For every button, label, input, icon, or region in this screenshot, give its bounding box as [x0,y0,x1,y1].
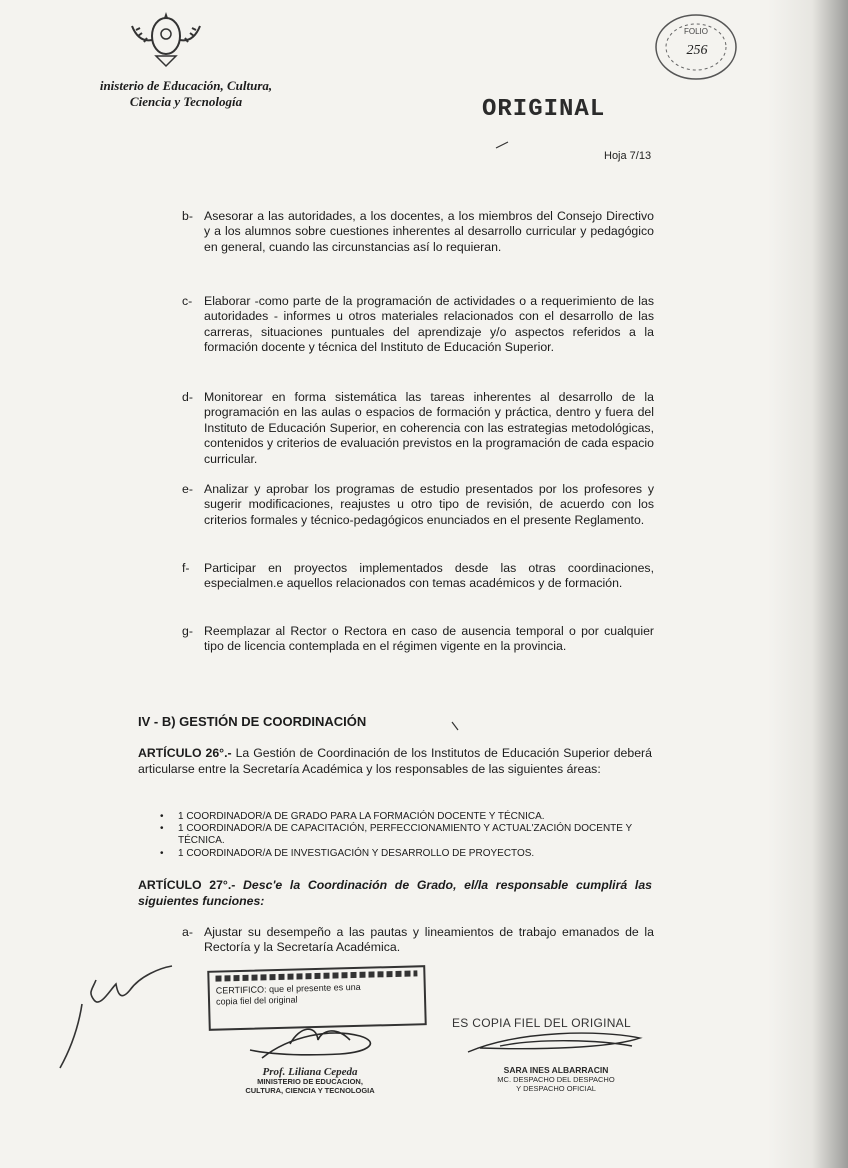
item-text: Analizar y aprobar los programas de estudio presentados por los profesores y sugerir modificaciones, reajustes u otro tipo de revisión, de acuerdo con los criterios formales y técnico-pedagógicos enunciados en el presente Reglamento. [204,482,654,527]
list-item: • 1 COORDINADOR/A DE CAPACITACIÓN, PERFECCIONAMIENTO Y ACTUAL'ZACIÓN DOCENTE Y TÉCNICA. [160,823,656,847]
item-text: Asesorar a las autoridades, a los docentes, a los miembros del Consejo Directivo y a los alumnos sobre cuestiones inherentes al desarrollo curricular y pedagógico en general, cuando las circunstancias así lo requieran. [204,209,654,254]
list-item: • 1 COORDINADOR/A DE INVESTIGACIÓN Y DESARROLLO DE PROYECTOS. [160,848,656,860]
item-letter: d- [182,390,193,404]
cert-line-2: copia fiel del original [215,994,298,1007]
left-signer-name: Prof. Liliana Cepeda [262,1066,358,1078]
ministry-line-1: inisterio de Educación, Cultura, [99,78,273,93]
left-signer-line-3: CULTURA, CIENCIA Y TECNOLOGIA [245,1086,375,1095]
page-number: Hoja 7/13 [604,150,652,162]
item-text: Participar en proyectos implementados desde las otras coordinaciones, especialmen.e aquellos relacionados con temas académicos y de formación. [204,561,654,591]
ministry-line-2: Ciencia y Tecnología [129,94,243,109]
item-text: Reemplazar al Rector o Rectora en caso de ausencia temporal o por cualquier tipo de licencia contemplada en el régimen vigente en la provincia. [204,624,654,654]
article-26-heading: ARTÍCULO 26°.- [138,746,232,760]
stroke-mark [452,142,508,730]
item-letter: b- [182,209,193,223]
item-letter: e- [182,482,193,496]
left-signer-line-2: MINISTERIO DE EDUCACION, [257,1077,363,1086]
list-item: • 1 COORDINADOR/A DE GRADO PARA LA FORMACIÓN DOCENTE Y TÉCNICA. [160,811,656,823]
item-text: Ajustar su desempeño a las pautas y lineamientos de trabajo emanados de la Rectoría y la Secretaría Académica. [204,925,654,955]
right-signer-name: SARA INES ALBARRACIN [503,1065,609,1075]
cert-line-1: CERTIFICO: que el presente es una [215,981,361,996]
section-title: IV - B) GESTIÓN DE COORDINACIÓN [138,714,367,729]
article-27-heading: ARTÍCULO 27°.- [138,878,236,892]
item-letter: g- [182,624,193,638]
article-26-text: La Gestión de Coordinación de los Institutos de Educación Superior deberá articularse entre la Secretaría Académica y los responsables de las siguientes áreas: [138,746,652,776]
article-27-text: Desc'e la Coordinación de Grado, el/la responsable cumplirá las siguientes funciones: [138,878,652,908]
center-signature [250,1029,370,1058]
folio-label: FOLIO [683,27,709,36]
right-signer-line-3: Y DESPACHO OFICIAL [516,1084,596,1093]
item-letter: a- [182,925,193,939]
item-letter: c- [182,294,193,308]
item-text: Elaborar -como parte de la programación de actividades o a requerimiento de las autoridades - informes u otros materiales relacionados con el desarrollo de las carreras, situaciones puntuales del aprendizaje y/o aspectos referidos a la formación docente y técnica del Instituto de Educación Superior. [204,294,654,355]
right-signature [468,1033,640,1052]
copia-fiel-stamp: ES COPIA FIEL DEL ORIGINAL [452,1016,631,1030]
item-letter: f- [182,561,190,575]
folio-number: 256 [686,43,708,58]
left-margin-signature [60,966,172,1068]
original-stamp: ORIGINAL [482,96,606,123]
right-signer-line-2: MC. DESPACHO DEL DESPACHO [497,1075,615,1084]
item-text: Monitorear en forma sistemática las tareas inherentes al desarrollo de la programación en las aulas o espacios de formación y práctica, dentro y fuera del Instituto de Educación Superior, en coherencia con las estrategias metodológicas, contenidos y criterios de evaluación previstos en la programación de cada espacio curricular. [204,390,654,466]
